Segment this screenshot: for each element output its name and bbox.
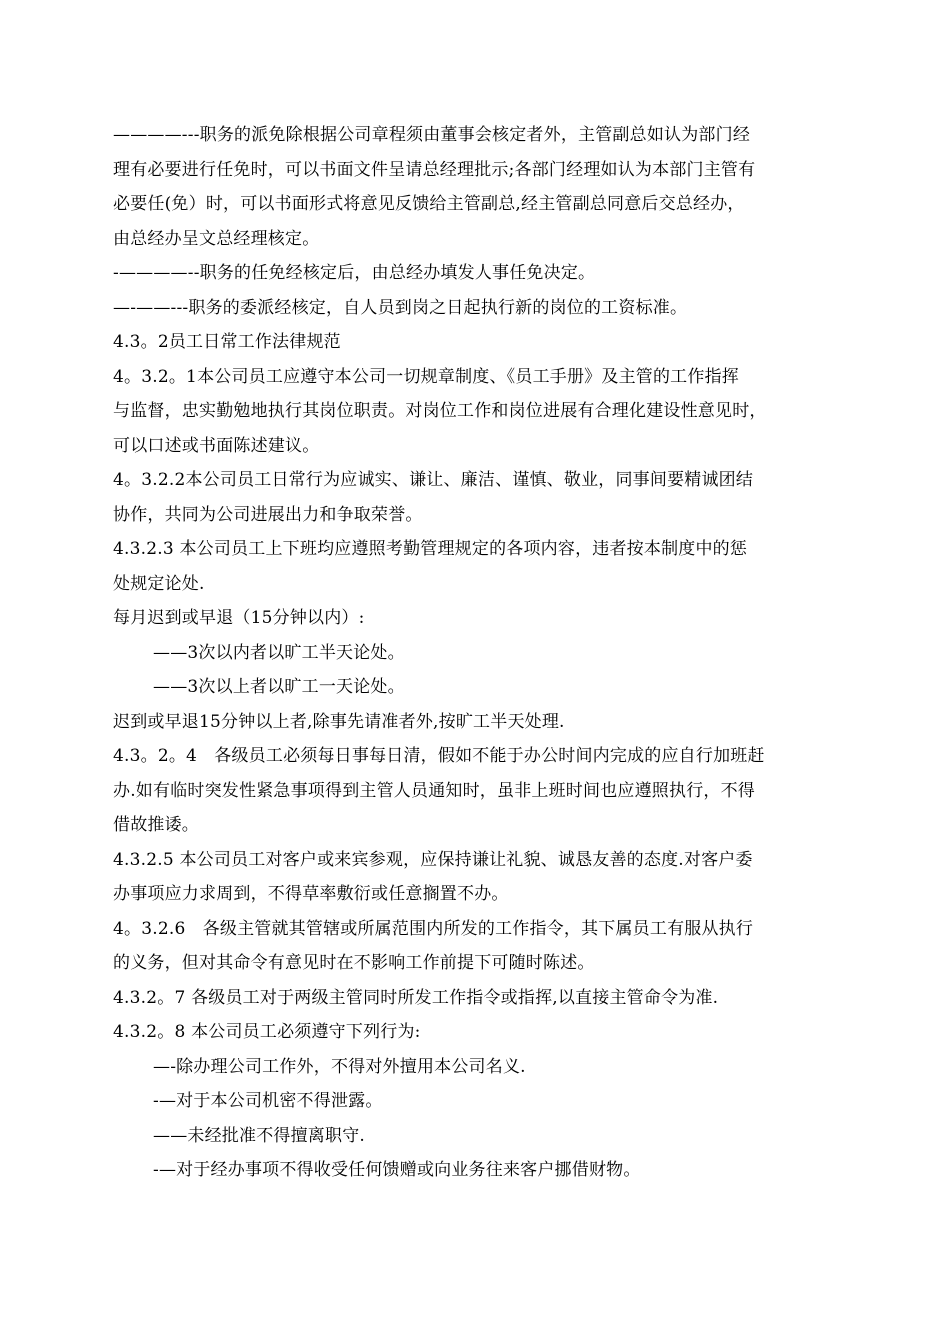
paragraph-line: 理有必要进行任免时，可以书面文件呈请总经理批示;各部门经理如认为本部门主管有 xyxy=(113,159,756,180)
paragraph-line: 迟到或早退15分钟以上者,除事先请准者外,按旷工半天处理. xyxy=(113,711,565,732)
paragraph-line: 与监督，忠实勤勉地执行其岗位职责。对岗位工作和岗位进展有合理化建设性意见时， xyxy=(113,401,767,421)
paragraph-line: 4.3.2。7 各级员工对于两级主管同时所发工作指令或指挥,以直接主管命令为准. xyxy=(113,987,719,1008)
paragraph-line: 4.3.2。8 本公司员工必须遵守下列行为: xyxy=(113,1022,421,1042)
paragraph-line: 处规定论处. xyxy=(113,573,205,594)
list-item-line: ——3次以内者以旷工半天论处。 xyxy=(153,642,405,663)
paragraph-line: 4.3。2员工日常工作法律规范 xyxy=(113,332,341,352)
paragraph-line: 4.3.2.5 本公司员工对客户或来宾参观，应保持谦让礼貌、诚恳友善的态度.对客户委 xyxy=(113,849,753,870)
paragraph-line: 由总经办呈文总经理核定。 xyxy=(113,228,320,249)
list-item-line: —-除办理公司工作外，不得对外擅用本公司名义. xyxy=(153,1056,526,1077)
paragraph-line: 可以口述或书面陈述建议。 xyxy=(113,435,320,456)
paragraph-line: -————--职务的任免经核定后，由总经办填发人事任免决定。 xyxy=(113,263,596,283)
document-body xyxy=(113,118,843,1188)
paragraph-line: 每月迟到或早退（15分钟以内）: xyxy=(113,608,365,628)
paragraph-line: 借故推诿。 xyxy=(113,815,199,835)
paragraph-line: 4.3.2.3 本公司员工上下班均应遵照考勤管理规定的各项内容，违者按本制度中的惩 xyxy=(113,539,748,559)
paragraph-line: 4。3.2.2本公司员工日常行为应诚实、谦让、廉洁、谨慎、敬业，同事间要精诚团结 xyxy=(113,470,754,490)
paragraph-line: 办.如有临时突发性紧急事项得到主管人员通知时，虽非上班时间也应遵照执行，不得 xyxy=(113,780,756,801)
paragraph-line: 4。3.2。1本公司员工应遵守本公司一切规章制度、《员工手册》及主管的工作指挥 xyxy=(113,366,739,387)
list-item-line: ——未经批准不得擅离职守. xyxy=(153,1125,366,1146)
paragraph-line: —-——---职务的委派经核定，自人员到岗之日起执行新的岗位的工资标准。 xyxy=(113,297,688,318)
list-item-line: -—对于本公司机密不得泄露。 xyxy=(153,1091,383,1111)
paragraph-line: 协作，共同为公司进展出力和争取荣誉。 xyxy=(113,504,423,525)
list-item-line: ——3次以上者以旷工一天论处。 xyxy=(153,677,405,697)
paragraph-line: 4。3.2.6 各级主管就其管辖或所属范围内所发的工作指令，其下属员工有服从执行 xyxy=(113,918,754,939)
paragraph-line: 的义务，但对其命令有意见时在不影响工作前提下可随时陈述。 xyxy=(113,953,595,973)
paragraph-line: 必要任(免）时，可以书面形式将意见反馈给主管副总,经主管副总同意后交总经办， xyxy=(113,194,745,214)
list-item-line: -—对于经办事项不得收受任何馈赠或向业务往来客户挪借财物。 xyxy=(153,1160,641,1180)
paragraph-line: ————---职务的派免除根据公司章程须由董事会核定者外，主管副总如认为部门经 xyxy=(113,125,751,145)
paragraph-line: 4.3。2。4 各级员工必须每日事每日清，假如不能于办公时间内完成的应自行加班赶 xyxy=(113,746,765,766)
paragraph-line: 办事项应力求周到，不得草率敷衍或任意搁置不办。 xyxy=(113,884,509,904)
